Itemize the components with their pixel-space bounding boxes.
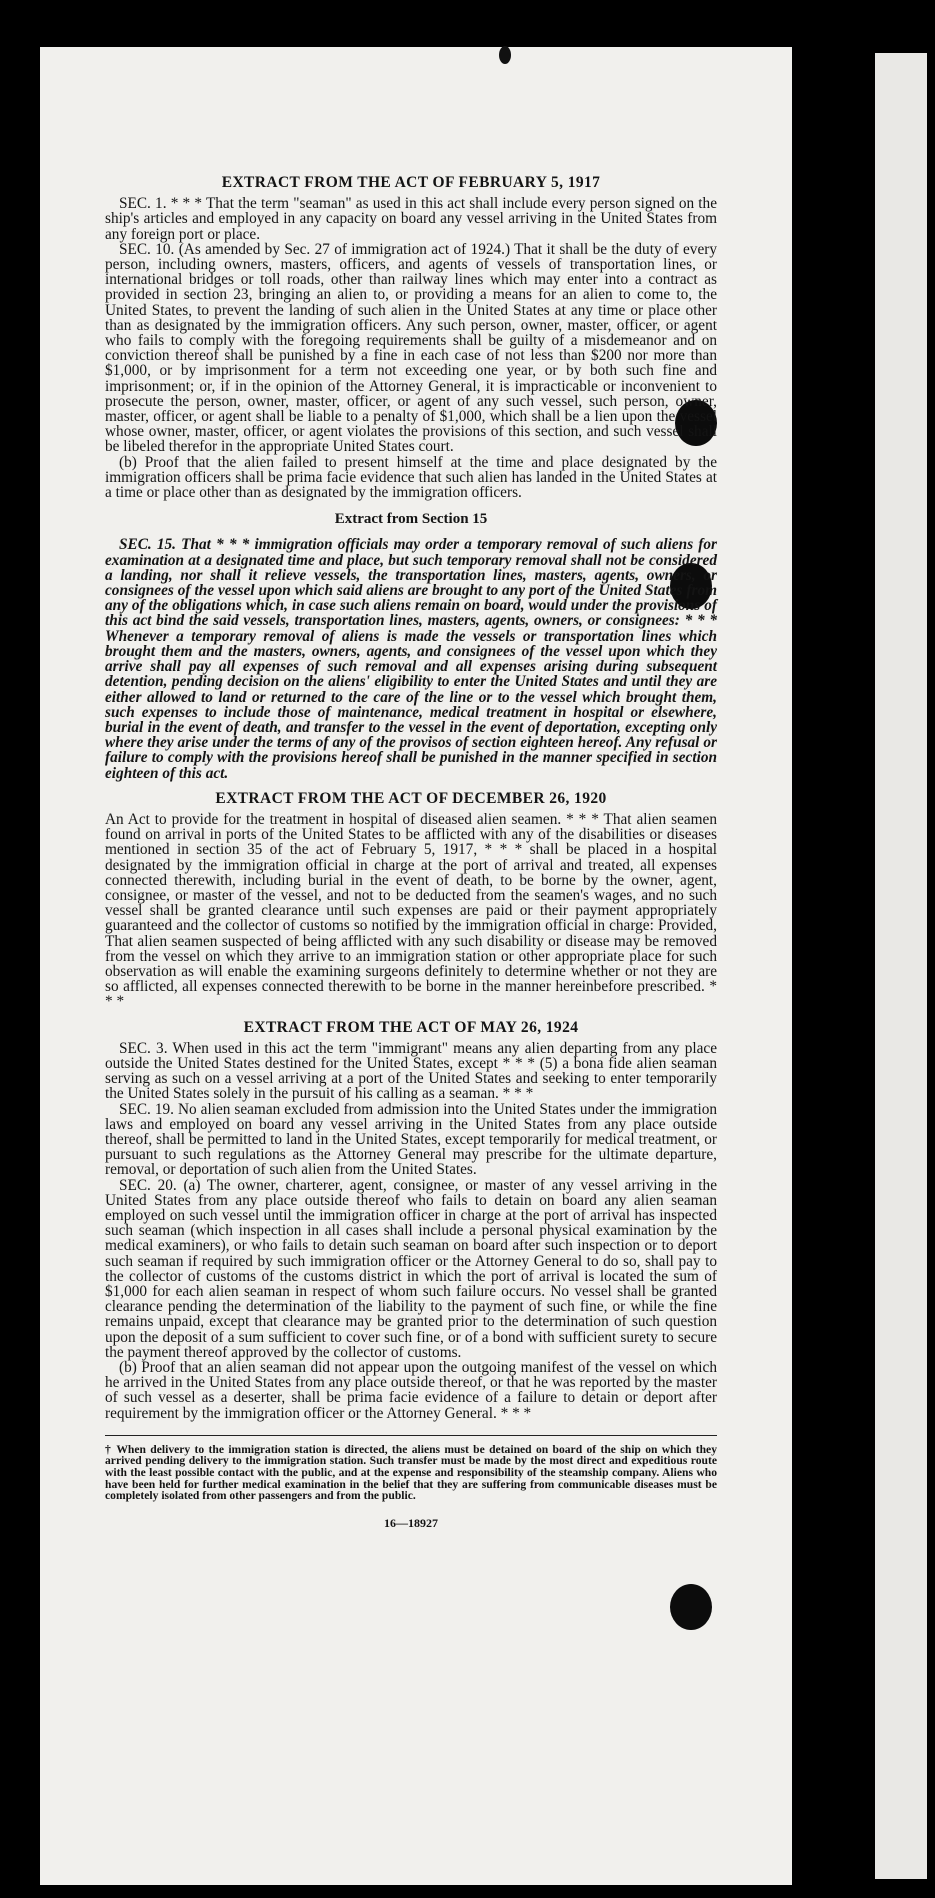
- paragraph: SEC. 1. * * * That the term "seaman" as used in this act shall include every person signed on the ship's articles and employed in any capacity on board any vessel arriving in the United States from any foreign port or place.: [105, 195, 717, 243]
- staple-mark: [499, 46, 511, 64]
- punch-hole-3: [670, 1584, 712, 1630]
- paragraph: SEC. 15. That * * * immigration officials may order a temporary removal of such aliens for examination at a designated time and place, but such temporary removal shall not be considered a landing, nor shall it relieve vessels, the transportation lines, masters, agents, owners, or consignees of the vessel upon which said aliens are brought to any port of the United States from any of the obligations which, in case such aliens remain on board, would under the provisions of this act bind the said vessels, transportation lines, masters, agents, owners, or consignees: * * * Whenever a temporary removal of aliens is made the vessels or transportation lines which brought them and the masters, owners, agents, and consignees of the vessel upon which they arrive shall pay all expenses of such removal and all expenses arising during subsequent detention, pending decision on the aliens' eligibility to enter the United States and until they are either allowed to land or returned to the care of the line or to the vessel which brought them, such expenses to include those of maintenance, medical treatment in hospital or elsewhere, burial in the event of death, and transfer to the vessel in the event of deportation, excepting only where they arise under the terms of any of the provisos of section eighteen hereof. Any refusal or failure to comply with the provisions hereof shall be punished in the manner specified in section eighteen of this act.: [105, 536, 717, 782]
- section-may-1924: [105, 1020, 717, 1421]
- paragraph: SEC. 19. No alien seaman excluded from admission into the United States under the immigration laws and employed on board any vessel arriving in the United States from any place outside thereof, shall be permitted to land in the United States, except temporarily for medical treatment, or pursuant to such regulations as the Attorney General may prescribe for the ultimate departure, removal, or deportation of such alien from the United States.: [105, 1100, 717, 1179]
- paragraph: SEC. 20. (a) The owner, charterer, agent, consignee, or master of any vessel arriving in the United States from any place outside thereof who fails to detain on board any alien seaman employed on such vessel until the immigration officer in charge at the port of arrival has inspected such seaman (which inspection in all cases shall include a personal physical examination by the medical examiners), or who fails to detain such seaman on board after such inspection or to deport such seaman if required by such immigration officer or the Attorney General to do so, shall pay to the collector of customs of the customs district in which the port of arrival is located the sum of $1,000 for each alien seaman in respect of whom such failure occurs. No vessel shall be granted clearance pending the determination of the liability to the payment of such fine, or while the fine remains unpaid, except that clearance may be granted prior to the determination of such question upon the deposit of a sum sufficient to cover such fine, or of a bond with sufficient surety to secure the payment thereof approved by the collector of customs.: [105, 1176, 717, 1361]
- footnote-divider: [105, 1435, 717, 1436]
- section-15: [105, 512, 717, 780]
- section-heading: Extract from Section 15: [334, 511, 488, 528]
- section-heading: EXTRACT FROM THE ACT OF FEBRUARY 5, 1917: [221, 174, 601, 191]
- section-heading: EXTRACT FROM THE ACT OF MAY 26, 1924: [243, 1018, 579, 1036]
- paragraph: SEC. 3. When used in this act the term "immigrant" means any alien departing from any place outside the United States destined for the United States, except * * * (5) a bona fide alien seaman serving as such on a vessel arriving at a port of the United States and seeking to enter temporarily the United States solely in the pursuit of his calling as a seaman. * * *: [105, 1039, 717, 1103]
- adjacent-page-edge: [875, 53, 927, 1879]
- paragraph: An Act to provide for the treatment in hospital of diseased alien seamen. * * * That alien seamen found on arrival in ports of the United States to be afflicted with any of the disabilities or diseases mentioned in section 35 of the act of February 5, 1917, * * * shall be placed in a hospital designated by the immigration official in charge at the port of arrival and treated, all expenses connected therewith, including burial in the event of death, to be borne by the owner, agent, consignee, or master of the vessel, and not to be deducted from the seamen's wages, and no such vessel shall be granted clearance until such expenses are paid or their payment appropriately guaranteed and the collector of customs so notified by the immigration official in charge: Provided, That alien seamen suspected of being afflicted with any such disability or disease may be removed from the vessel on which they arrive to an immigration station or other appropriate place for such observation as will enable the examining surgeons definitely to determine whether or not they are so afflicted, all expenses connected therewith to be borne in the manner hereinbefore prescribed. * * *: [105, 810, 717, 1011]
- document-body: [105, 175, 717, 1531]
- section-dec-1920: [105, 791, 717, 1010]
- section-heading: EXTRACT FROM THE ACT OF DECEMBER 26, 1920: [215, 789, 607, 807]
- form-number: 16—18927: [384, 1515, 438, 1530]
- footnote: † When delivery to the immigration station is directed, the aliens must be detained on board of the ship on which they arrived pending delivery to the immigration station. Such transfer must be made by the most direct and expeditious route with the least possible contact with the public, and at the expense and responsibility of the steamship company. Aliens who have been held for further medical examination in the belief that they are suffering from communicable diseases must be completely isolated from other passengers and from the public.: [105, 1442, 717, 1503]
- section-feb-1917: [105, 175, 717, 500]
- paragraph: (b) Proof that an alien seaman did not appear upon the outgoing manifest of the vessel on which he arrived in the United States from any place outside thereof, or that he was reported by the master of such vessel as a deserter, shall be prima facie evidence of a failure to detain or deport after requirement by the immigration officer or the Attorney General. * * *: [105, 1359, 717, 1422]
- paragraph: (b) Proof that the alien failed to present himself at the time and place designated by the immigration officers shall be prima facie evidence that such alien has landed in the United States at a time or place other than as designated by the immigration officers.: [105, 453, 717, 502]
- paragraph: SEC. 10. (As amended by Sec. 27 of immigration act of 1924.) That it shall be the duty of every person, including owners, masters, officers, and agents of vessels of transportation lines, or international bridges or toll roads, other than railway lines which may enter into a contract as provided in section 23, bringing an alien to, or providing a means for an alien to come to, the United States, to prevent the landing of such alien in the United States at any time or place other than as designated by the immigration officers. Any such person, owner, master, officer, or agent who fails to comply with the foregoing requirements shall be guilty of a misdemeanor and on conviction thereof shall be punished by a fine in each case of not less than $200 nor more than $1,000, or by imprisonment for a term not exceeding one year, or by both such fine and imprisonment; or, if in the opinion of the Attorney General, it is impracticable or inconvenient to prosecute the person, owner, master, officer, or agent of any such vessel, such person, owner, master, officer, or agent shall be liable to a penalty of $1,000, which shall be a lien upon the vessel whose owner, master, officer, or agent violates the provisions of this section, and such vessel shall be libeled therefor in the appropriate United States court.: [105, 240, 717, 456]
